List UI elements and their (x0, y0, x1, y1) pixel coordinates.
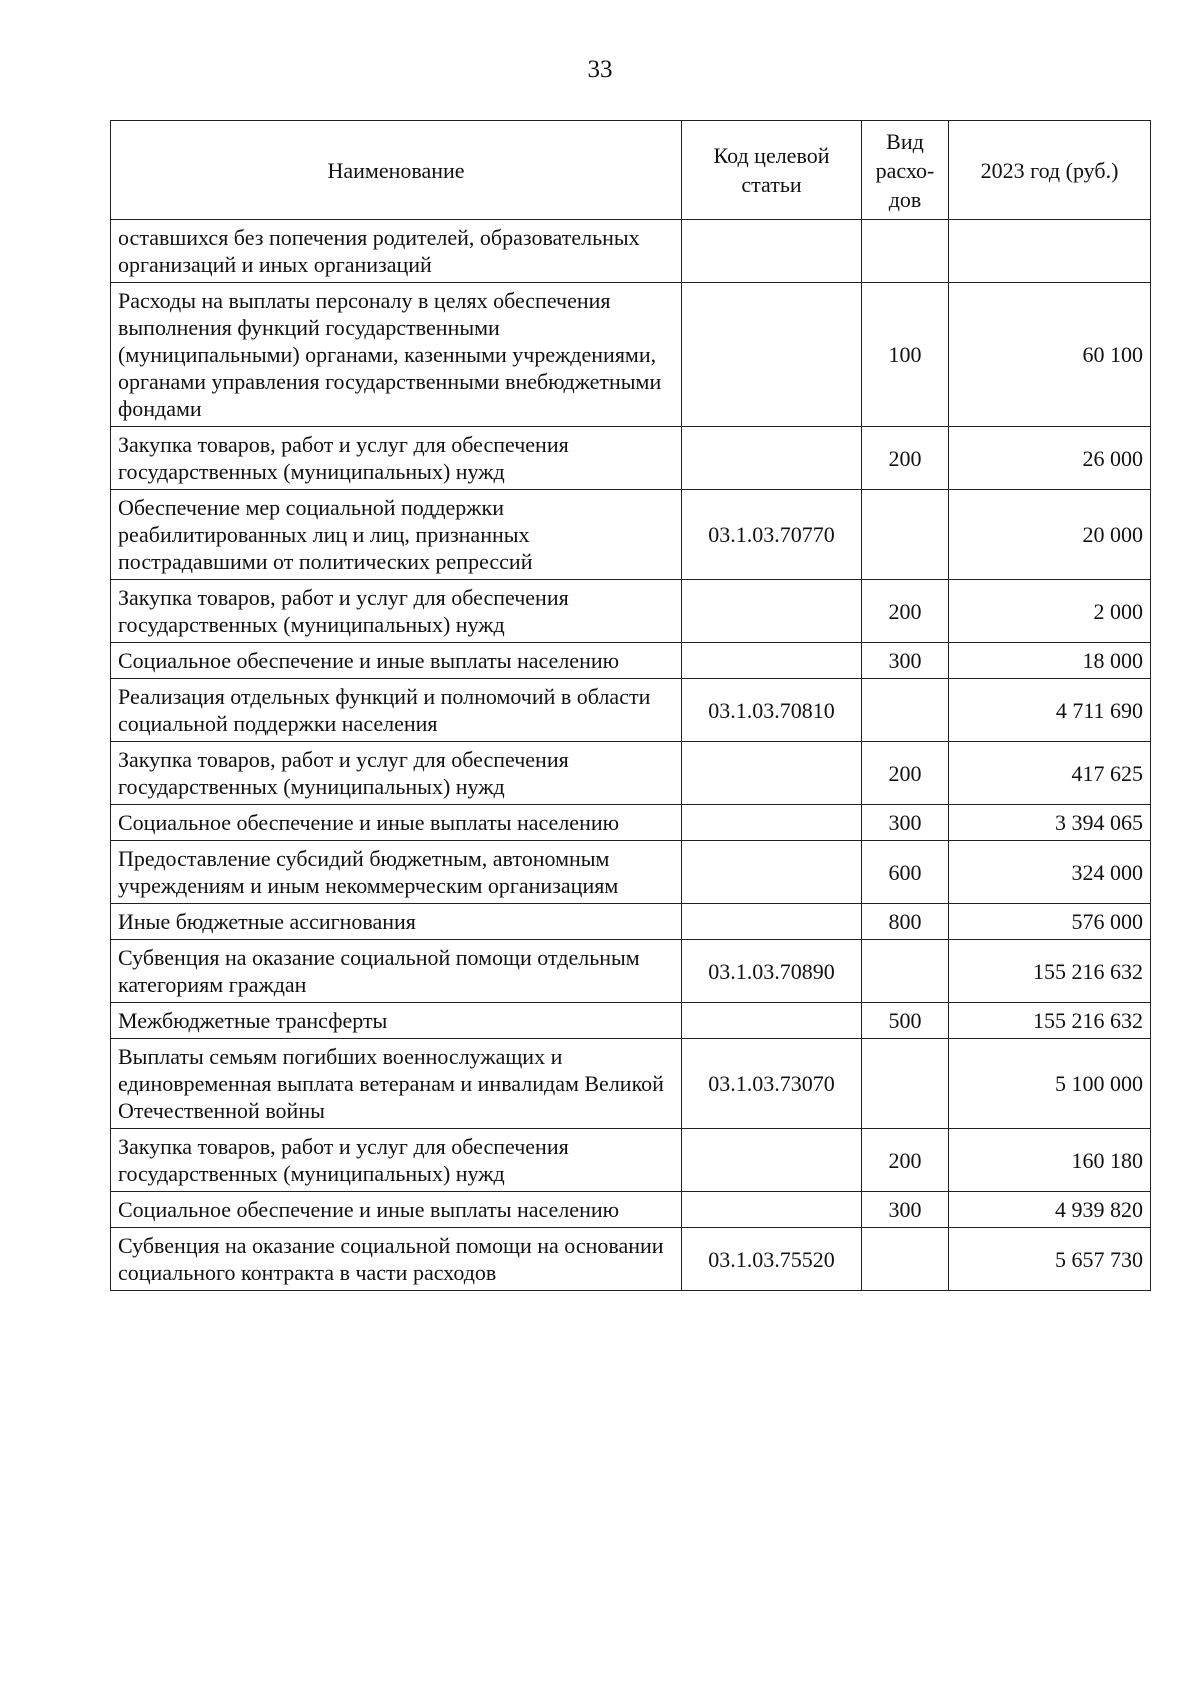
row-amount: 155 216 632 (949, 940, 1151, 1003)
row-name: Расходы на выплаты персоналу в целях обеспечения выполнения функций государственными (муниципальными) органами, казенными учреждениями, органами управления государственными внебюджетными фондами (111, 283, 682, 427)
row-type (862, 940, 949, 1003)
table-row (111, 580, 1151, 643)
table-row (111, 1003, 1151, 1039)
row-code: 03.1.03.70890 (682, 940, 862, 1003)
row-name: Реализация отдельных функций и полномочий в области социальной поддержки населения (111, 679, 682, 742)
row-name: Социальное обеспечение и иные выплаты населению (111, 1192, 682, 1228)
row-amount: 417 625 (949, 742, 1151, 805)
row-type: 800 (862, 904, 949, 940)
row-amount: 5 657 730 (949, 1228, 1151, 1291)
row-type (862, 1228, 949, 1291)
row-type (862, 490, 949, 580)
row-code (682, 643, 862, 679)
row-amount (949, 220, 1151, 283)
row-type: 200 (862, 742, 949, 805)
row-name: Закупка товаров, работ и услуг для обеспечения государственных (муниципальных) нужд (111, 742, 682, 805)
row-amount: 576 000 (949, 904, 1151, 940)
header-amount: 2023 год (руб.) (949, 121, 1151, 220)
row-amount: 160 180 (949, 1129, 1151, 1192)
row-code (682, 427, 862, 490)
row-code (682, 904, 862, 940)
row-type: 100 (862, 283, 949, 427)
table-row (111, 841, 1151, 904)
row-code (682, 1003, 862, 1039)
row-type: 300 (862, 1192, 949, 1228)
row-amount: 18 000 (949, 643, 1151, 679)
table-row (111, 283, 1151, 427)
row-name: Закупка товаров, работ и услуг для обеспечения государственных (муниципальных) нужд (111, 427, 682, 490)
row-type: 200 (862, 1129, 949, 1192)
row-type: 300 (862, 805, 949, 841)
row-type: 200 (862, 427, 949, 490)
row-name: Социальное обеспечение и иные выплаты населению (111, 643, 682, 679)
table-row (111, 220, 1151, 283)
row-name: Закупка товаров, работ и услуг для обеспечения государственных (муниципальных) нужд (111, 580, 682, 643)
row-amount: 3 394 065 (949, 805, 1151, 841)
row-amount: 26 000 (949, 427, 1151, 490)
row-type (862, 679, 949, 742)
table-row (111, 427, 1151, 490)
table-row (111, 940, 1151, 1003)
header-code: Код целевой статьи (682, 121, 862, 220)
row-code: 03.1.03.70810 (682, 679, 862, 742)
row-type: 500 (862, 1003, 949, 1039)
table-row (111, 643, 1151, 679)
row-code: 03.1.03.73070 (682, 1039, 862, 1129)
row-code (682, 283, 862, 427)
row-name: Обеспечение мер социальной поддержки реабилитированных лиц и лиц, признанных пострадавшими от политических репрессий (111, 490, 682, 580)
table-row (111, 1192, 1151, 1228)
budget-table (110, 120, 1151, 1291)
row-amount: 4 939 820 (949, 1192, 1151, 1228)
table-row (111, 904, 1151, 940)
table-row (111, 1228, 1151, 1291)
row-amount: 60 100 (949, 283, 1151, 427)
row-name: Субвенция на оказание социальной помощи отдельным категориям граждан (111, 940, 682, 1003)
row-amount: 4 711 690 (949, 679, 1151, 742)
row-name: Закупка товаров, работ и услуг для обеспечения государственных (муниципальных) нужд (111, 1129, 682, 1192)
page-number: 33 (587, 56, 613, 83)
row-name: Социальное обеспечение и иные выплаты населению (111, 805, 682, 841)
row-name: Межбюджетные трансферты (111, 1003, 682, 1039)
row-type: 200 (862, 580, 949, 643)
row-name: Иные бюджетные ассигнования (111, 904, 682, 940)
row-code (682, 580, 862, 643)
row-amount: 2 000 (949, 580, 1151, 643)
row-amount: 324 000 (949, 841, 1151, 904)
header-type: Вид расхо- дов (862, 121, 949, 220)
row-amount: 155 216 632 (949, 1003, 1151, 1039)
row-code: 03.1.03.70770 (682, 490, 862, 580)
row-name: оставшихся без попечения родителей, образовательных организаций и иных организаций (111, 220, 682, 283)
row-code (682, 841, 862, 904)
row-type (862, 1039, 949, 1129)
row-code (682, 1192, 862, 1228)
table-row (111, 1129, 1151, 1192)
header-name: Наименование (111, 121, 682, 220)
row-type: 300 (862, 643, 949, 679)
table-header-row (111, 121, 1151, 220)
row-name: Субвенция на оказание социальной помощи на основании социального контракта в части расходов (111, 1228, 682, 1291)
row-name: Выплаты семьям погибших военнослужащих и единовременная выплата ветеранам и инвалидам Великой Отечественной войны (111, 1039, 682, 1129)
table-row (111, 490, 1151, 580)
row-amount: 5 100 000 (949, 1039, 1151, 1129)
table-row (111, 679, 1151, 742)
row-name: Предоставление субсидий бюджетным, автономным учреждениям и иным некоммерческим организациям (111, 841, 682, 904)
row-code (682, 805, 862, 841)
row-amount: 20 000 (949, 490, 1151, 580)
row-code (682, 220, 862, 283)
table-row (111, 1039, 1151, 1129)
row-type: 600 (862, 841, 949, 904)
table-row (111, 742, 1151, 805)
row-code (682, 1129, 862, 1192)
row-type (862, 220, 949, 283)
row-code: 03.1.03.75520 (682, 1228, 862, 1291)
row-code (682, 742, 862, 805)
table-row (111, 805, 1151, 841)
